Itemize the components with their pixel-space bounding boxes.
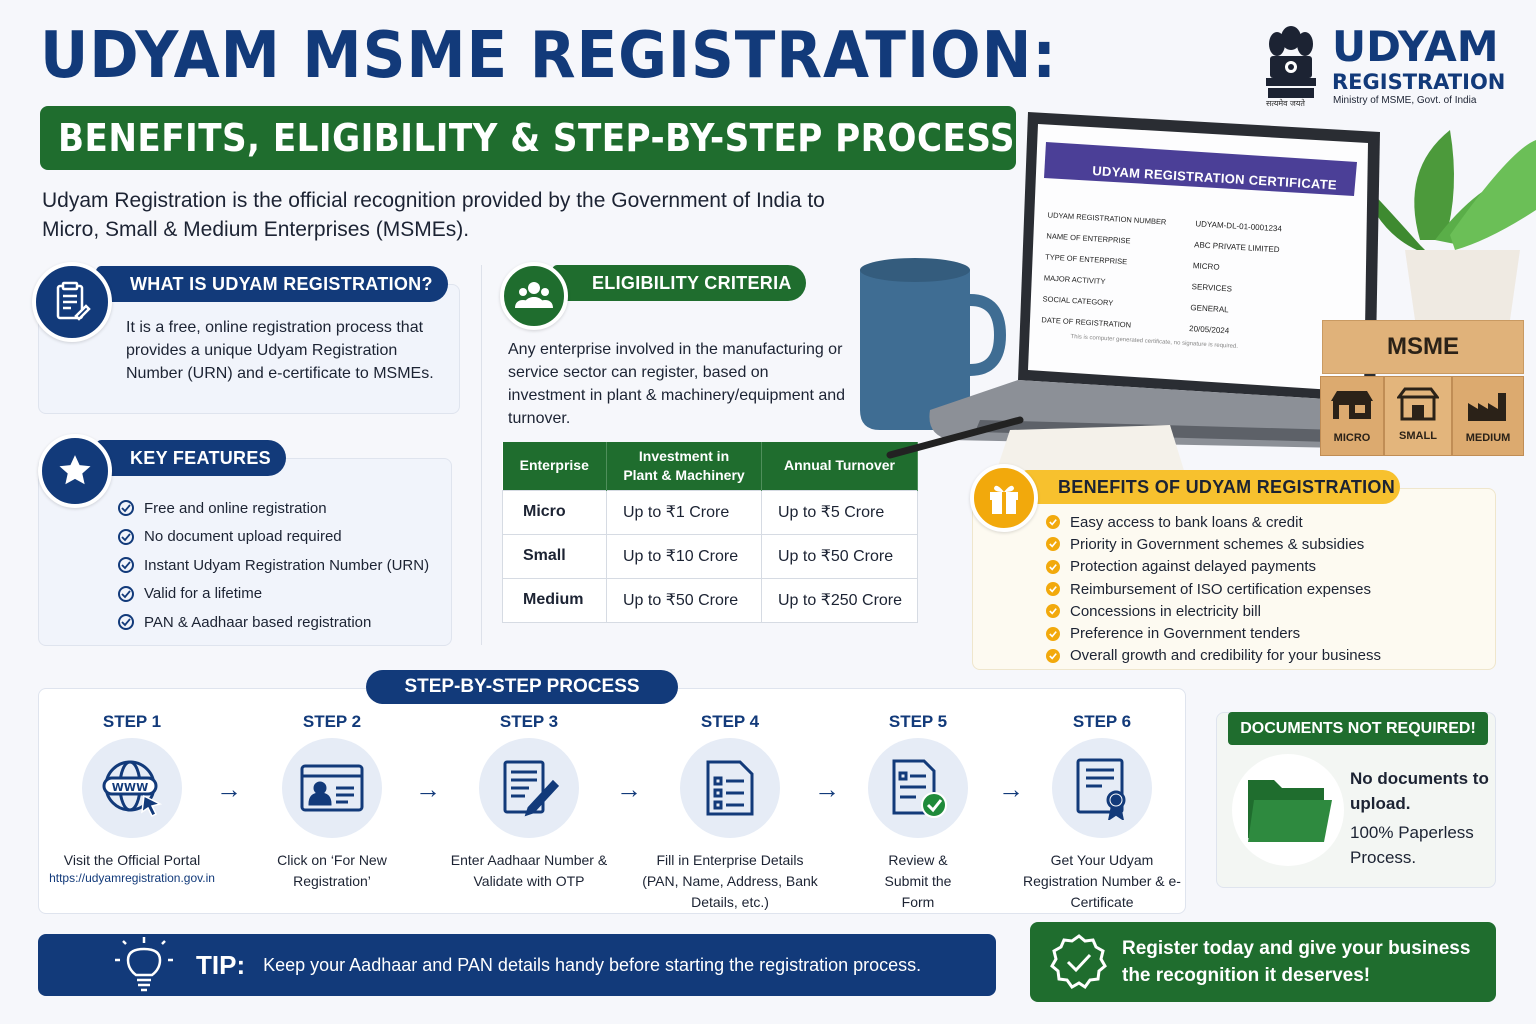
step-text: Enter Aadhaar Number & Validate with OTP <box>450 852 608 889</box>
feature-text: No document upload required <box>144 528 342 546</box>
step-text: Visit the Official Portal <box>63 852 201 868</box>
msme-block-micro <box>1320 376 1384 456</box>
certificate-value: MICRO <box>1192 261 1220 272</box>
arrow-right-icon: → <box>415 774 441 804</box>
table-row <box>503 534 918 578</box>
star-icon <box>38 434 112 508</box>
certificate-title: UDYAM REGISTRATION CERTIFICATE <box>1091 163 1338 193</box>
certificate-value: GENERAL <box>1190 303 1229 315</box>
check-circle-icon <box>118 500 134 516</box>
table-row <box>503 578 918 622</box>
lightbulb-icon <box>114 935 174 995</box>
benefits-list <box>1046 511 1381 667</box>
id-card-icon <box>282 738 382 838</box>
emblem-caption: सत्यमेव जयते <box>1266 99 1305 108</box>
list-item <box>1046 645 1381 667</box>
arrow-right-icon: → <box>998 774 1024 804</box>
check-circle-icon <box>118 529 134 545</box>
list-item <box>118 580 429 609</box>
table-header: Annual Turnover <box>762 442 918 490</box>
step-5 <box>828 712 1008 913</box>
feature-text: Free and online registration <box>144 499 327 517</box>
check-circle-icon <box>1046 537 1060 551</box>
step-3 <box>439 712 619 892</box>
step-2 <box>242 712 422 892</box>
feature-text: Valid for a lifetime <box>144 585 263 603</box>
table-cell: Up to ₹1 Crore <box>607 490 762 534</box>
check-circle-icon <box>118 586 134 602</box>
check-circle-icon <box>1046 627 1060 641</box>
step-1 <box>42 712 222 885</box>
documents-heading: DOCUMENTS NOT REQUIRED! <box>1228 712 1488 745</box>
step-label: STEP 6 <box>1072 712 1132 731</box>
cta-banner <box>1030 922 1496 1002</box>
globe-www-icon <box>82 738 182 838</box>
step-text: Review & Submit the Form <box>884 852 952 910</box>
check-circle-icon <box>1046 582 1060 596</box>
arrow-right-icon: → <box>616 774 642 804</box>
tip-bar <box>38 934 996 996</box>
check-badge-icon <box>1050 933 1108 991</box>
step-label: STEP 1 <box>102 712 162 731</box>
plant-icon <box>1360 130 1536 320</box>
arrow-right-icon: → <box>216 774 242 804</box>
check-circle-icon <box>1046 560 1060 574</box>
list-item <box>1046 578 1381 600</box>
logo-udyam: UDYAM <box>1332 22 1499 71</box>
table-cell: Small <box>503 534 607 578</box>
tip-text: Keep your Aadhaar and PAN details handy before starting the registration process. <box>263 954 922 975</box>
intro-text: Udyam Registration is the official recognition provided by the Government of India to Micro, Small & Medium Enterprises (MSMEs). <box>42 189 825 241</box>
certificate-footer: This is computer generated certificate, no signature is required. <box>1070 334 1239 350</box>
msme-block-small <box>1384 376 1452 456</box>
table-header: Enterprise <box>503 442 607 490</box>
check-circle-icon <box>1046 604 1060 618</box>
feature-text: PAN & Aadhaar based registration <box>144 613 372 631</box>
folder-icon <box>1244 774 1334 850</box>
tip-label: TIP: <box>196 949 246 980</box>
table-cell: Micro <box>503 490 607 534</box>
step-label: STEP 2 <box>302 712 362 731</box>
certificate-value: ABC PRIVATE LIMITED <box>1193 240 1280 255</box>
check-circle-icon <box>118 614 134 630</box>
list-item <box>118 494 429 523</box>
list-item <box>1046 600 1381 622</box>
svg-text:WWW: WWW <box>111 781 149 794</box>
eligibility-text: Any enterprise involved in the manufacturing or service sector can register, based on investment in plant & machinery/equipment and turnover. <box>508 341 846 427</box>
certificate-labels <box>1041 204 1167 337</box>
folder-icon-circle <box>1232 754 1344 866</box>
benefit-text: Priority in Government schemes & subsidies <box>1070 535 1365 553</box>
step-text: Get Your Udyam Registration Number & e-Certificate <box>1023 852 1181 910</box>
documents-line2: 100% Paperless Process. <box>1350 823 1474 867</box>
what-is-heading <box>96 266 448 302</box>
msme-block-title: MSME <box>1387 333 1459 360</box>
msme-blocks <box>1320 320 1524 456</box>
step-text: Fill in Enterprise Details (PAN, Name, Address, Bank Details, etc.) <box>642 852 818 910</box>
table-header-row <box>503 442 918 490</box>
table-header: Investment in Plant & Machinery <box>607 442 762 490</box>
list-item <box>1046 533 1381 555</box>
national-emblem-icon <box>1262 22 1320 108</box>
list-item <box>118 551 429 580</box>
certificate-values <box>1189 213 1283 344</box>
certificate-label: TYPE OF ENTERPRISE <box>1044 252 1128 267</box>
list-item <box>1046 556 1381 578</box>
table-cell: Up to ₹50 Crore <box>762 534 918 578</box>
feature-text: Instant Udyam Registration Number (URN) <box>144 556 430 574</box>
benefit-text: Overall growth and credibility for your business <box>1070 647 1381 665</box>
certificate-label: DATE OF REGISTRATION <box>1041 315 1132 330</box>
shop-icon <box>1329 389 1375 421</box>
table-row <box>503 490 918 534</box>
benefits-heading: BENEFITS OF UDYAM REGISTRATION <box>1022 470 1400 504</box>
list-item <box>1046 511 1381 533</box>
step-text: Click on ‘For New Registration’ <box>277 852 387 889</box>
benefit-text: Protection against delayed payments <box>1070 558 1316 576</box>
block-label: SMALL <box>1399 430 1437 442</box>
key-features-list <box>118 494 429 637</box>
step-6 <box>1012 712 1192 913</box>
documents-line1: No documents to upload. <box>1350 769 1489 813</box>
msme-block-medium <box>1452 376 1524 456</box>
block-label: MEDIUM <box>1465 432 1511 444</box>
benefit-text: Concessions in electricity bill <box>1070 602 1261 620</box>
step-label: STEP 4 <box>700 712 760 731</box>
table-cell: Up to ₹250 Crore <box>762 578 918 622</box>
table-cell: Up to ₹5 Crore <box>762 490 918 534</box>
certificate-value: 20/05/2024 <box>1188 324 1230 336</box>
what-is-heading-text: WHAT IS UDYAM REGISTRATION? <box>130 273 433 294</box>
block-label: MICRO <box>1333 432 1371 444</box>
store-icon <box>1397 387 1439 421</box>
what-is-text: It is a free, online registration process that provides a unique Udyam Registration Number (URN) and e-certificate to MSMEs. <box>126 319 434 382</box>
table-cell: Up to ₹50 Crore <box>607 578 762 622</box>
document-edit-icon <box>32 262 112 342</box>
arrow-right-icon: → <box>814 774 840 804</box>
step-label: STEP 3 <box>499 712 559 731</box>
list-item <box>118 523 429 552</box>
cta-text: Register today and give your business the recognition it deserves! <box>1122 938 1471 986</box>
list-item <box>1046 622 1381 644</box>
key-features-heading <box>96 440 286 476</box>
form-pen-icon <box>479 738 579 838</box>
table-cell: Medium <box>503 578 607 622</box>
benefit-text: Preference in Government tenders <box>1070 625 1301 643</box>
certificate-value: SERVICES <box>1191 282 1233 294</box>
check-circle-icon <box>118 557 134 573</box>
checklist-icon <box>680 738 780 838</box>
logo-ministry: Ministry of MSME, Govt. of India <box>1333 95 1477 106</box>
check-circle-icon <box>1046 649 1060 663</box>
certificate-icon <box>1052 738 1152 838</box>
eligibility-heading: ELIGIBILITY CRITERIA <box>552 265 806 301</box>
step-label: STEP 5 <box>888 712 948 731</box>
certificate-label: UDYAM REGISTRATION NUMBER <box>1047 210 1167 227</box>
list-item <box>118 608 429 637</box>
certificate-value: UDYAM-DL-01-0001234 <box>1195 219 1283 234</box>
certificate-label: NAME OF ENTERPRISE <box>1046 231 1131 246</box>
factory-icon <box>1466 389 1510 423</box>
msme-block-top <box>1322 320 1524 374</box>
step-4 <box>640 712 820 913</box>
document-check-icon <box>868 738 968 838</box>
group-icon <box>500 262 568 330</box>
certificate-label: MAJOR ACTIVITY <box>1043 273 1106 287</box>
column-divider <box>481 265 482 645</box>
logo-registration: REGISTRATION <box>1332 70 1506 94</box>
gift-icon <box>970 464 1038 532</box>
page-subtitle: BENEFITS, ELIGIBILITY & STEP-BY-STEP PROCESS <box>58 116 1015 160</box>
eligibility-table <box>502 442 918 623</box>
table-cell: Up to ₹10 Crore <box>607 534 762 578</box>
benefit-text: Reimbursement of ISO certification expenses <box>1070 580 1371 598</box>
page-title: UDYAM MSME REGISTRATION: <box>40 19 1058 93</box>
key-features-heading-text: KEY FEATURES <box>130 447 271 468</box>
benefit-text: Easy access to bank loans & credit <box>1070 513 1303 531</box>
steps-heading: STEP-BY-STEP PROCESS <box>366 670 678 704</box>
certificate-label: SOCIAL CATEGORY <box>1042 294 1114 308</box>
portal-link[interactable]: https://udyamregistration.gov.in <box>49 871 215 885</box>
check-circle-icon <box>1046 515 1060 529</box>
